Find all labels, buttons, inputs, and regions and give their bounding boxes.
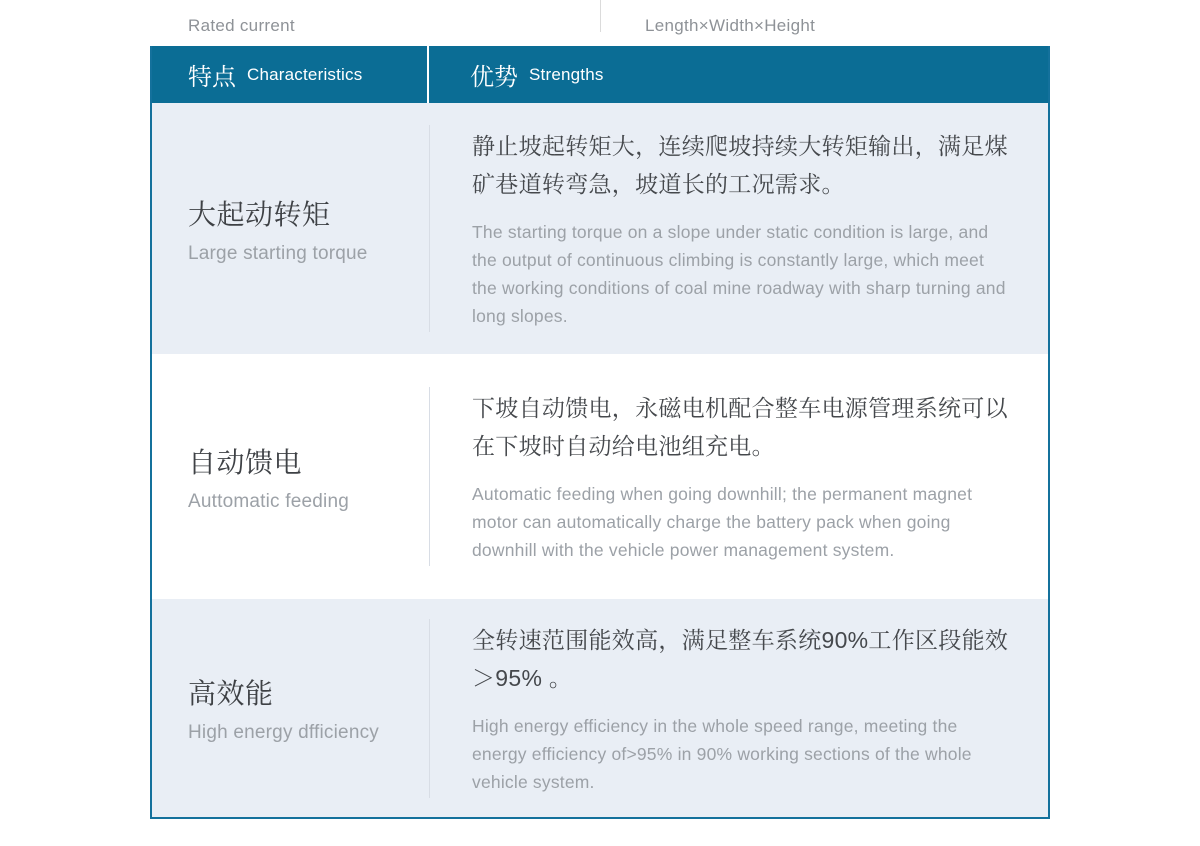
strength-description-zh: 下坡自动馈电，永磁电机配合整车电源管理系统可以在下坡时自动给电池组充电。: [472, 395, 1008, 459]
table-row-automatic-feeding: [152, 354, 1048, 599]
feature-title-cell: [152, 193, 429, 265]
strength-description-zh: 全转速范围能效高，满足整车系统90%工作区段能效＞95% 。: [472, 626, 1009, 691]
strength-description-en: The starting torque on a slope under static condition is large, and the output of continuous climbing is constantly large, which meet the working conditions of coal mine roadway with sharp turning and long slopes.: [472, 222, 1006, 326]
header-strengths-zh: 优势: [470, 64, 518, 91]
header-cell-strengths: [429, 46, 1048, 103]
table-row-large-starting-torque: [152, 103, 1048, 354]
feature-title-en: Large starting torque: [188, 242, 368, 264]
strength-description-en: High energy efficiency in the whole speed range, meeting the energy efficiency of>95% in 90% working sections of the whole vehicle system.: [472, 715, 972, 792]
content-column: [150, 0, 1050, 819]
feature-title-en: High energy dfficiency: [188, 722, 379, 743]
table-header-row: [152, 46, 1048, 103]
header-characteristics-zh: 特点: [188, 64, 236, 91]
feature-title-zh: 高效能: [188, 678, 274, 709]
feature-title-en: Auttomatic feeding: [188, 490, 349, 512]
header-characteristics-en: Characteristics: [247, 64, 363, 84]
spec-column-divider: [600, 0, 601, 32]
strength-description-cell: [429, 387, 1048, 566]
header-strengths-en: Strengths: [529, 64, 604, 84]
feature-title-zh: 大起动转矩: [188, 198, 331, 230]
spec-label-rated-current: Rated current: [188, 15, 295, 35]
strength-description-zh: 静止坡起转矩大，连续爬坡持续大转矩输出，满足煤矿巷道转弯急，坡道长的工况需求。: [472, 133, 1008, 197]
feature-title-cell: [152, 441, 429, 513]
strength-description-en: Automatic feeding when going downhill; the permanent magnet motor can automatically charge the battery pack when going downhill with the vehicle power management system.: [472, 484, 973, 560]
spec-label-dimensions: Length×Width×Height: [645, 15, 816, 35]
spec-table-partial-row: [150, 0, 1050, 46]
characteristics-table: [150, 46, 1050, 819]
table-row-high-energy-efficiency: [152, 599, 1048, 817]
strength-description-cell: [429, 619, 1048, 798]
feature-title-zh: 自动馈电: [188, 446, 303, 478]
strength-description-cell: [429, 125, 1048, 332]
feature-title-cell: [152, 672, 429, 744]
header-cell-characteristics: [152, 46, 429, 103]
